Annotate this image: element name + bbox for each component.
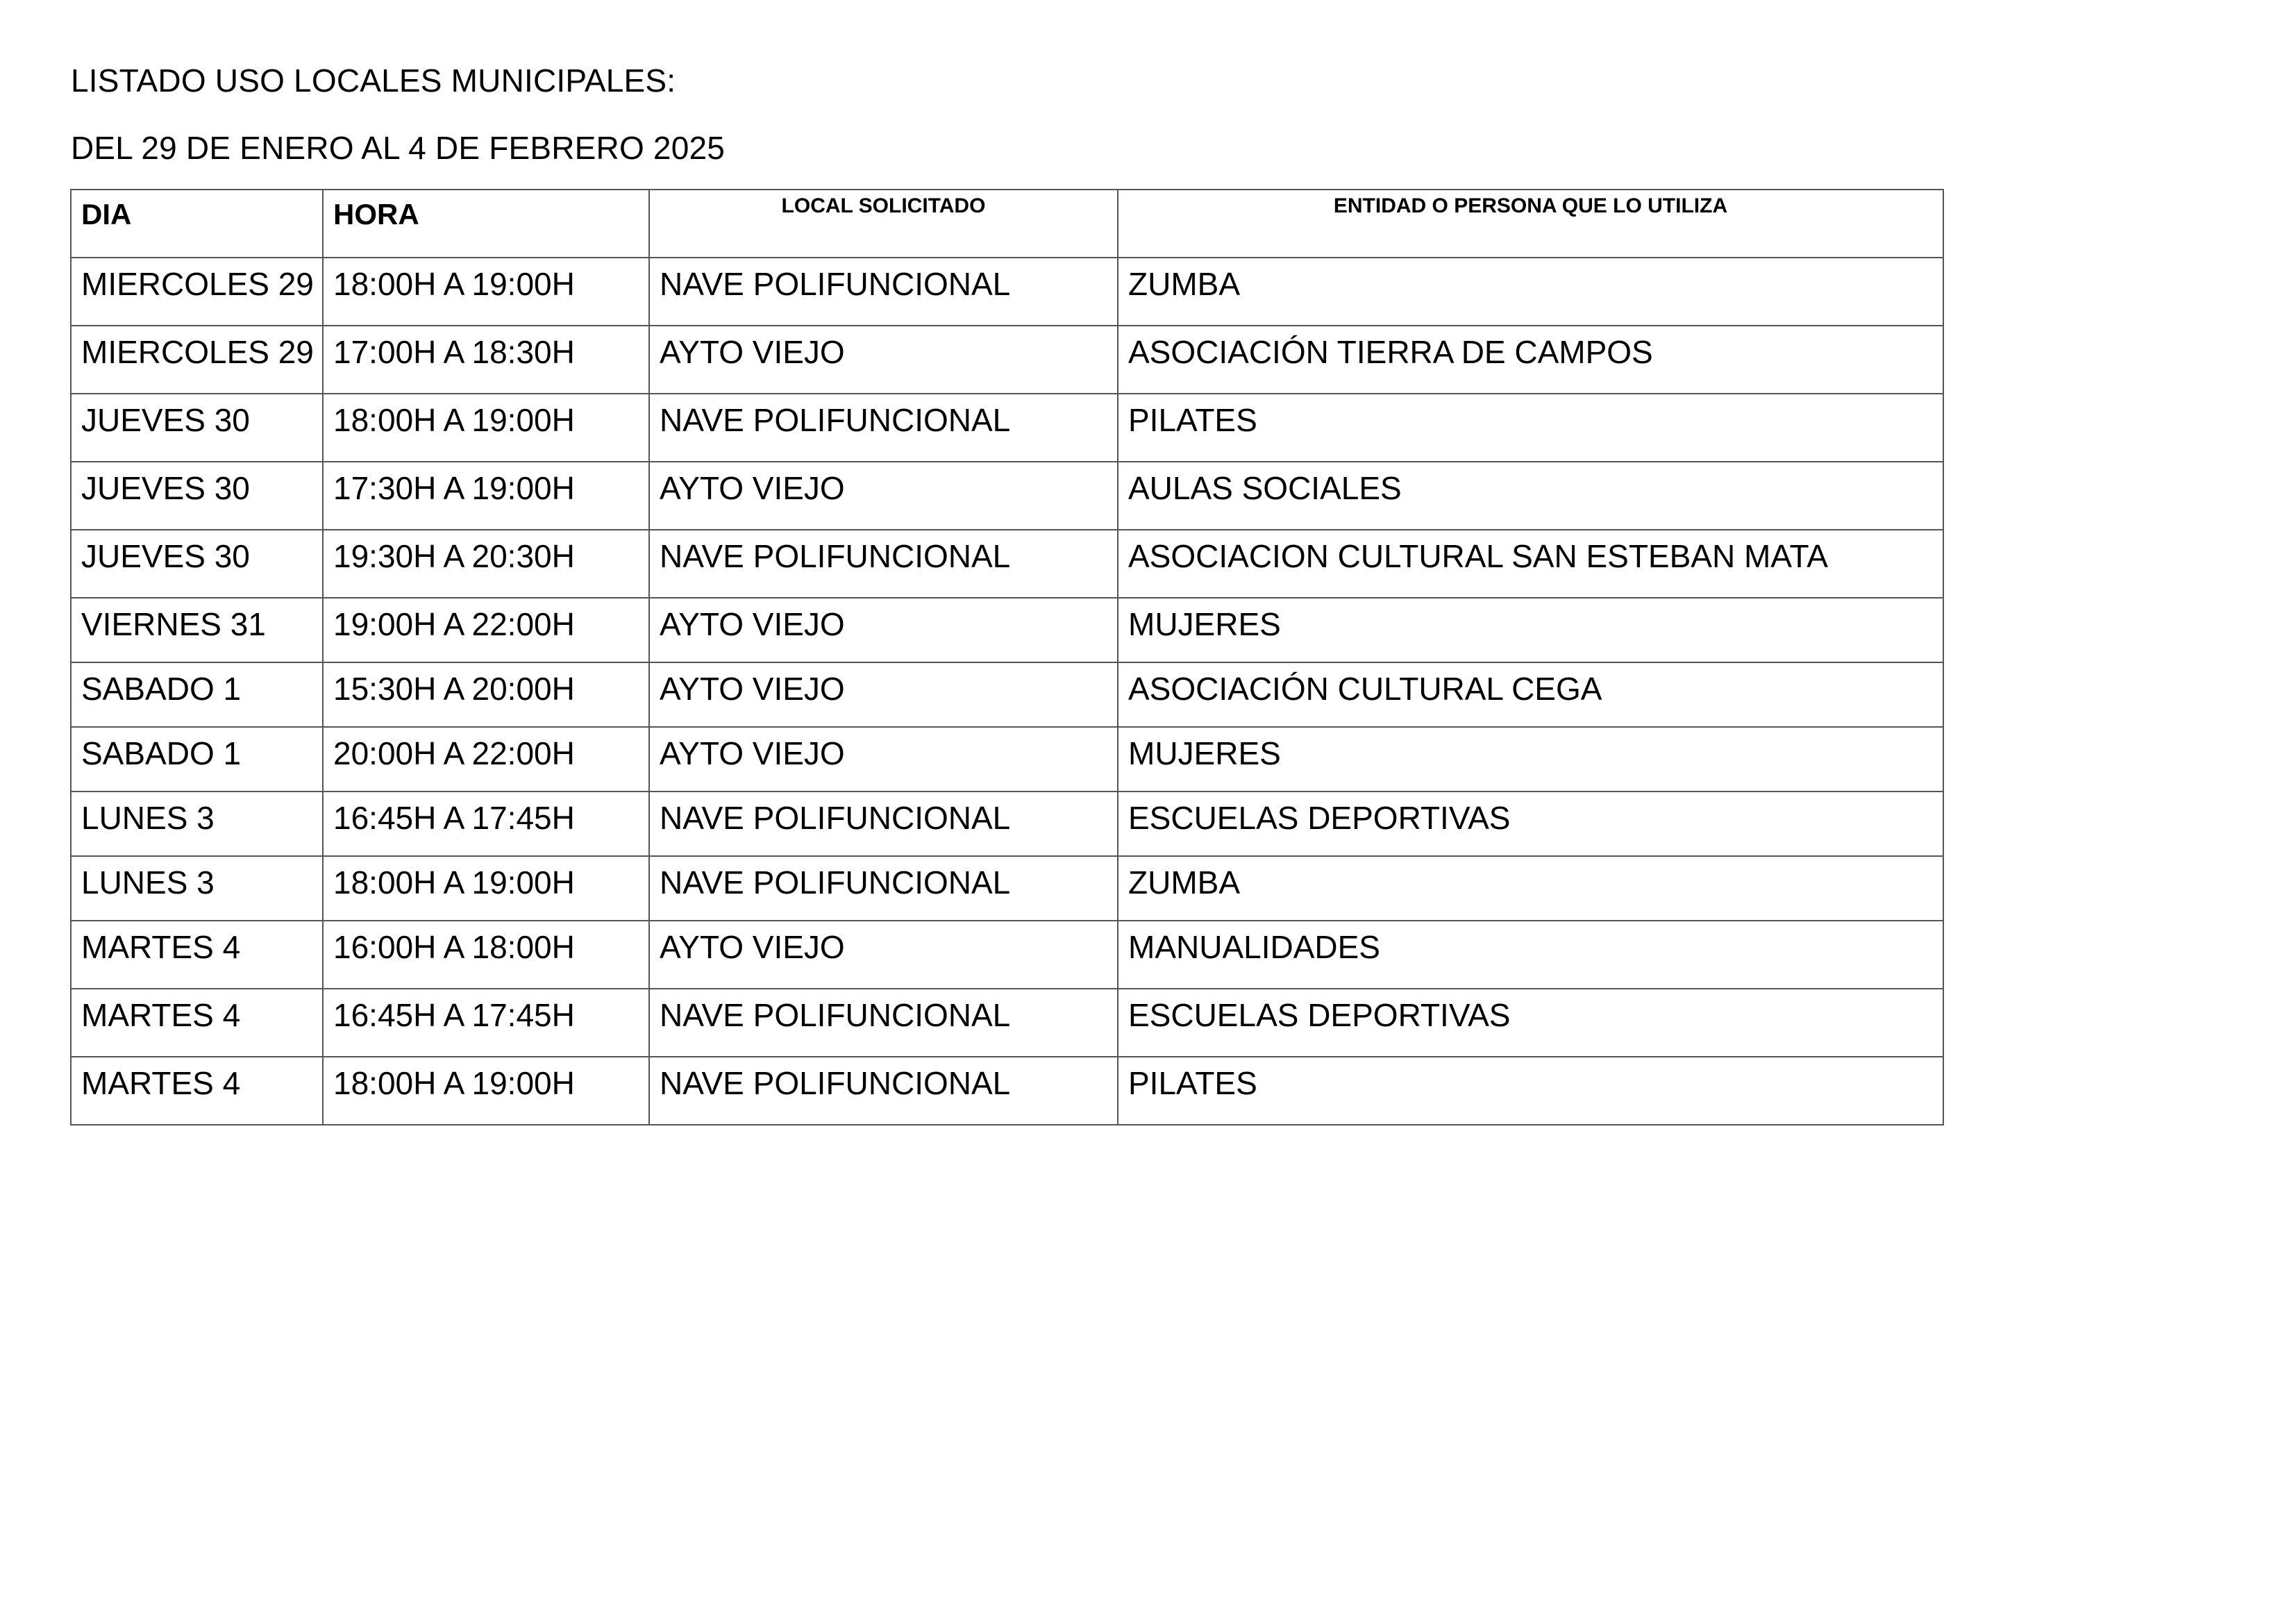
cell-entidad: ESCUELAS DEPORTIVAS (1118, 989, 1943, 1057)
cell-hora: 16:45H A 17:45H (323, 792, 649, 856)
cell-dia: LUNES 3 (71, 856, 323, 921)
header-entidad: ENTIDAD O PERSONA QUE LO UTILIZA (1118, 190, 1943, 258)
cell-dia: JUEVES 30 (71, 394, 323, 462)
cell-hora: 18:00H A 19:00H (323, 1057, 649, 1125)
cell-entidad: ASOCIACIÓN TIERRA DE CAMPOS (1118, 326, 1943, 394)
cell-hora: 16:45H A 17:45H (323, 989, 649, 1057)
table-row (71, 727, 1943, 792)
cell-hora: 17:30H A 19:00H (323, 462, 649, 530)
cell-hora: 18:00H A 19:00H (323, 394, 649, 462)
schedule-table (70, 189, 1944, 1125)
cell-dia: LUNES 3 (71, 792, 323, 856)
table-row (71, 989, 1943, 1057)
cell-local: AYTO VIEJO (649, 662, 1118, 727)
cell-local: NAVE POLIFUNCIONAL (649, 1057, 1118, 1125)
cell-dia: MARTES 4 (71, 921, 323, 989)
cell-local: AYTO VIEJO (649, 727, 1118, 792)
cell-entidad: PILATES (1118, 1057, 1943, 1125)
header-hora: HORA (323, 190, 649, 258)
cell-local: NAVE POLIFUNCIONAL (649, 258, 1118, 326)
table-row (71, 1057, 1943, 1125)
cell-local: NAVE POLIFUNCIONAL (649, 856, 1118, 921)
table-row (71, 856, 1943, 921)
cell-entidad: ESCUELAS DEPORTIVAS (1118, 792, 1943, 856)
cell-hora: 16:00H A 18:00H (323, 921, 649, 989)
document-date-range: DEL 29 DE ENERO AL 4 DE FEBRERO 2025 (71, 130, 726, 166)
header-dia: DIA (71, 190, 323, 258)
cell-local: AYTO VIEJO (649, 921, 1118, 989)
cell-entidad: ASOCIACION CULTURAL SAN ESTEBAN MATA (1118, 530, 1943, 598)
cell-hora: 20:00H A 22:00H (323, 727, 649, 792)
cell-dia: MARTES 4 (71, 1057, 323, 1125)
cell-dia: MIERCOLES 29 (71, 326, 323, 394)
cell-hora: 19:30H A 20:30H (323, 530, 649, 598)
table-header-row (71, 190, 1943, 258)
table-row (71, 258, 1943, 326)
table-body (71, 258, 1943, 1125)
table-row (71, 662, 1943, 727)
cell-hora: 19:00H A 22:00H (323, 598, 649, 662)
table-row (71, 598, 1943, 662)
cell-hora: 17:00H A 18:30H (323, 326, 649, 394)
cell-dia: JUEVES 30 (71, 530, 323, 598)
cell-local: NAVE POLIFUNCIONAL (649, 394, 1118, 462)
cell-entidad: MUJERES (1118, 598, 1943, 662)
table-row (71, 792, 1943, 856)
table-row (71, 530, 1943, 598)
cell-entidad: ZUMBA (1118, 856, 1943, 921)
cell-local: NAVE POLIFUNCIONAL (649, 792, 1118, 856)
cell-entidad: ASOCIACIÓN CULTURAL CEGA (1118, 662, 1943, 727)
document-title: LISTADO USO LOCALES MUNICIPALES: (71, 62, 676, 99)
cell-dia: VIERNES 31 (71, 598, 323, 662)
cell-dia: MIERCOLES 29 (71, 258, 323, 326)
cell-entidad: ZUMBA (1118, 258, 1943, 326)
cell-hora: 18:00H A 19:00H (323, 258, 649, 326)
cell-local: NAVE POLIFUNCIONAL (649, 989, 1118, 1057)
header-local: LOCAL SOLICITADO (649, 190, 1118, 258)
cell-dia: JUEVES 30 (71, 462, 323, 530)
cell-entidad: MUJERES (1118, 727, 1943, 792)
cell-entidad: AULAS SOCIALES (1118, 462, 1943, 530)
cell-entidad: PILATES (1118, 394, 1943, 462)
cell-hora: 15:30H A 20:00H (323, 662, 649, 727)
cell-dia: SABADO 1 (71, 662, 323, 727)
cell-local: AYTO VIEJO (649, 326, 1118, 394)
cell-dia: MARTES 4 (71, 989, 323, 1057)
table-row (71, 462, 1943, 530)
cell-local: AYTO VIEJO (649, 598, 1118, 662)
cell-local: NAVE POLIFUNCIONAL (649, 530, 1118, 598)
table-row (71, 394, 1943, 462)
cell-dia: SABADO 1 (71, 727, 323, 792)
cell-entidad: MANUALIDADES (1118, 921, 1943, 989)
table-row (71, 326, 1943, 394)
cell-local: AYTO VIEJO (649, 462, 1118, 530)
cell-hora: 18:00H A 19:00H (323, 856, 649, 921)
table-row (71, 921, 1943, 989)
